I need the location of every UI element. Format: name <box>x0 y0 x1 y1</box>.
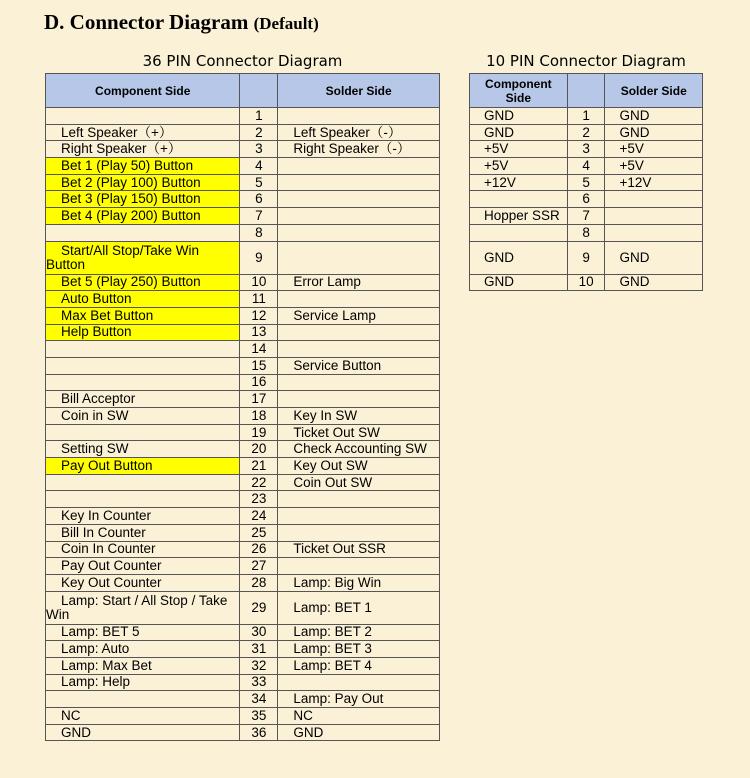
component-cell: GND <box>470 108 568 125</box>
pin-number-cell: 22 <box>240 474 278 491</box>
solder-cell <box>605 224 703 241</box>
component-line-2: Win <box>46 606 70 622</box>
solder-cell <box>278 191 440 208</box>
pin-number-cell: 3 <box>567 141 605 158</box>
table-row <box>470 124 703 141</box>
pin-number-cell: 28 <box>240 574 278 591</box>
solder-cell <box>278 224 440 241</box>
pin-number-cell: 20 <box>240 441 278 458</box>
component-cell <box>470 224 568 241</box>
solder-cell <box>278 558 440 575</box>
solder-cell <box>278 174 440 191</box>
component-cell: GND <box>470 274 568 291</box>
component-cell: Max Bet Button <box>46 307 240 324</box>
solder-cell: Lamp: Big Win <box>278 574 440 591</box>
solder-cell <box>278 391 440 408</box>
pin-number-cell: 11 <box>240 291 278 308</box>
solder-cell: Service Button <box>278 357 440 374</box>
pin-number-cell: 7 <box>567 208 605 225</box>
table-row <box>470 191 703 208</box>
pin10-header-component <box>470 74 568 108</box>
pin-number-cell: 3 <box>240 141 278 158</box>
component-cell: +5V <box>470 158 568 175</box>
solder-cell: GND <box>605 124 703 141</box>
table-row <box>46 307 440 324</box>
pin-number-cell: 30 <box>240 624 278 641</box>
solder-cell <box>278 241 440 274</box>
table-row <box>46 341 440 358</box>
solder-cell: GND <box>605 241 703 274</box>
pin-number-cell: 27 <box>240 558 278 575</box>
pin-number-cell: 9 <box>240 241 278 274</box>
table-row <box>46 357 440 374</box>
pin-number-cell: 4 <box>240 158 278 175</box>
pin-number-cell: 26 <box>240 541 278 558</box>
heading-title: Connector Diagram <box>69 10 249 34</box>
pin-number-cell: 10 <box>567 274 605 291</box>
table-row <box>46 141 440 158</box>
pin-number-cell: 13 <box>240 324 278 341</box>
component-cell: Bet 1 (Play 50) Button <box>46 158 240 175</box>
solder-cell: Key Out SW <box>278 458 440 475</box>
component-cell: Right Speaker（+） <box>46 141 240 158</box>
pin-number-cell: 36 <box>240 724 278 741</box>
table-row <box>46 324 440 341</box>
component-cell: Bet 4 (Play 200) Button <box>46 208 240 225</box>
table-row <box>46 274 440 291</box>
pin-number-cell: 1 <box>240 108 278 125</box>
solder-cell <box>278 291 440 308</box>
table-row <box>46 541 440 558</box>
solder-cell: Ticket Out SW <box>278 424 440 441</box>
component-cell <box>46 424 240 441</box>
pin-number-cell: 24 <box>240 508 278 525</box>
pin-number-cell: 8 <box>567 224 605 241</box>
pin-number-cell: 23 <box>240 491 278 508</box>
table-row <box>46 657 440 674</box>
pin-number-cell: 21 <box>240 458 278 475</box>
table-row <box>470 208 703 225</box>
pin-number-cell: 2 <box>567 124 605 141</box>
table-row <box>46 458 440 475</box>
pin36-caption: 36 PIN Connector Diagram <box>142 52 343 70</box>
table-row <box>46 374 440 391</box>
solder-cell: Lamp: BET 3 <box>278 641 440 658</box>
pin-number-cell: 31 <box>240 641 278 658</box>
solder-cell <box>278 208 440 225</box>
component-cell: Bet 2 (Play 100) Button <box>46 174 240 191</box>
table-row <box>46 174 440 191</box>
pin-number-cell: 19 <box>240 424 278 441</box>
table-row <box>46 474 440 491</box>
solder-cell: +5V <box>605 141 703 158</box>
table-row <box>46 641 440 658</box>
pin-number-cell: 9 <box>567 241 605 274</box>
solder-cell: Key In SW <box>278 408 440 425</box>
component-cell <box>46 241 240 274</box>
pin36-header-solder: Solder Side <box>278 74 440 108</box>
pin-number-cell: 4 <box>567 158 605 175</box>
component-cell: Lamp: Max Bet <box>46 657 240 674</box>
component-cell <box>46 491 240 508</box>
pin36-header-pin <box>240 74 278 108</box>
table-row <box>46 108 440 125</box>
heading-prefix: D. <box>44 10 65 34</box>
table-row <box>46 291 440 308</box>
component-cell: Coin in SW <box>46 408 240 425</box>
solder-cell: GND <box>278 724 440 741</box>
table-row <box>46 191 440 208</box>
component-cell: Key Out Counter <box>46 574 240 591</box>
component-cell: Bill In Counter <box>46 524 240 541</box>
solder-cell: Service Lamp <box>278 307 440 324</box>
component-cell: Setting SW <box>46 441 240 458</box>
solder-cell: Lamp: BET 4 <box>278 657 440 674</box>
table-row <box>46 124 440 141</box>
pin10-caption: 10 PIN Connector Diagram <box>486 52 686 70</box>
component-cell: Lamp: Auto <box>46 641 240 658</box>
component-cell: +5V <box>470 141 568 158</box>
component-cell: Key In Counter <box>46 508 240 525</box>
solder-cell <box>605 208 703 225</box>
solder-cell: Lamp: Pay Out <box>278 691 440 708</box>
table-row <box>46 491 440 508</box>
solder-cell: +5V <box>605 158 703 175</box>
solder-cell: GND <box>605 108 703 125</box>
component-cell <box>46 374 240 391</box>
pin-number-cell: 5 <box>567 174 605 191</box>
pin36-header-component: Component Side <box>46 74 240 108</box>
table-row <box>46 524 440 541</box>
table-row <box>46 208 440 225</box>
table-row <box>46 391 440 408</box>
solder-cell <box>605 191 703 208</box>
pin-number-cell: 17 <box>240 391 278 408</box>
pin10-header-component-l2: Side <box>505 90 532 105</box>
pin-number-cell: 33 <box>240 674 278 691</box>
component-cell: Auto Button <box>46 291 240 308</box>
solder-cell <box>278 508 440 525</box>
table-row <box>46 624 440 641</box>
solder-cell: GND <box>605 274 703 291</box>
component-cell: NC <box>46 708 240 725</box>
pin-number-cell: 15 <box>240 357 278 374</box>
pin-number-cell: 12 <box>240 307 278 324</box>
component-cell <box>46 341 240 358</box>
solder-cell <box>278 524 440 541</box>
pin36-table <box>45 73 440 741</box>
pin-number-cell: 10 <box>240 274 278 291</box>
pin10-table <box>469 73 703 291</box>
pin-number-cell: 16 <box>240 374 278 391</box>
component-cell: Left Speaker（+） <box>46 124 240 141</box>
component-cell: Hopper SSR <box>470 208 568 225</box>
solder-cell <box>278 491 440 508</box>
component-cell <box>470 191 568 208</box>
section-heading <box>44 10 319 35</box>
table-row <box>46 241 440 274</box>
table-row <box>46 674 440 691</box>
component-cell <box>46 591 240 624</box>
component-cell <box>46 474 240 491</box>
solder-cell: Left Speaker（-） <box>278 124 440 141</box>
component-cell: Pay Out Counter <box>46 558 240 575</box>
solder-cell <box>278 374 440 391</box>
solder-cell: Right Speaker（-） <box>278 141 440 158</box>
pin-number-cell: 5 <box>240 174 278 191</box>
component-line-1: Start/All Stop/Take Win <box>61 242 200 258</box>
table-row <box>470 108 703 125</box>
table-row <box>46 424 440 441</box>
table-row <box>46 224 440 241</box>
pin-number-cell: 6 <box>240 191 278 208</box>
table-row <box>46 591 440 624</box>
component-cell: Pay Out Button <box>46 458 240 475</box>
solder-cell: Lamp: BET 1 <box>278 591 440 624</box>
table-row <box>46 558 440 575</box>
table-row <box>470 158 703 175</box>
component-cell <box>46 224 240 241</box>
solder-cell: Lamp: BET 2 <box>278 624 440 641</box>
solder-cell <box>278 674 440 691</box>
heading-note: (Default) <box>253 14 319 33</box>
component-cell: GND <box>46 724 240 741</box>
pin-number-cell: 2 <box>240 124 278 141</box>
pin-number-cell: 6 <box>567 191 605 208</box>
pin-number-cell: 25 <box>240 524 278 541</box>
table-row <box>46 158 440 175</box>
component-cell: Lamp: BET 5 <box>46 624 240 641</box>
component-line-2: Button <box>46 256 86 272</box>
table-row <box>470 224 703 241</box>
solder-cell <box>278 324 440 341</box>
table-row <box>46 408 440 425</box>
pin10-header-component-l1: Component <box>485 76 552 91</box>
pin-number-cell: 7 <box>240 208 278 225</box>
table-row <box>46 691 440 708</box>
pin-number-cell: 34 <box>240 691 278 708</box>
table-row <box>46 708 440 725</box>
component-cell <box>46 357 240 374</box>
component-line-1: Lamp: Start / All Stop / Take <box>61 592 228 608</box>
pin-number-cell: 32 <box>240 657 278 674</box>
table-row <box>470 241 703 274</box>
solder-cell: Ticket Out SSR <box>278 541 440 558</box>
component-cell: +12V <box>470 174 568 191</box>
table-row <box>46 574 440 591</box>
table-row <box>470 274 703 291</box>
solder-cell: Coin Out SW <box>278 474 440 491</box>
table-row <box>46 508 440 525</box>
component-cell: Bill Acceptor <box>46 391 240 408</box>
solder-cell <box>278 158 440 175</box>
component-cell: GND <box>470 124 568 141</box>
component-cell: Bet 5 (Play 250) Button <box>46 274 240 291</box>
pin-number-cell: 1 <box>567 108 605 125</box>
component-cell: GND <box>470 241 568 274</box>
table-row <box>46 441 440 458</box>
solder-cell: +12V <box>605 174 703 191</box>
pin-number-cell: 8 <box>240 224 278 241</box>
table-row <box>470 174 703 191</box>
pin-number-cell: 35 <box>240 708 278 725</box>
table-row <box>46 724 440 741</box>
table-row <box>470 141 703 158</box>
solder-cell: NC <box>278 708 440 725</box>
component-cell: Lamp: Help <box>46 674 240 691</box>
solder-cell <box>278 108 440 125</box>
component-cell <box>46 108 240 125</box>
solder-cell: Check Accounting SW <box>278 441 440 458</box>
component-cell: Coin In Counter <box>46 541 240 558</box>
pin10-header-solder: Solder Side <box>605 74 703 108</box>
pin-number-cell: 18 <box>240 408 278 425</box>
pin-number-cell: 29 <box>240 591 278 624</box>
solder-cell <box>278 341 440 358</box>
pin-number-cell: 14 <box>240 341 278 358</box>
pin10-header-pin <box>567 74 605 108</box>
component-cell: Bet 3 (Play 150) Button <box>46 191 240 208</box>
component-cell: Help Button <box>46 324 240 341</box>
component-cell <box>46 691 240 708</box>
solder-cell: Error Lamp <box>278 274 440 291</box>
